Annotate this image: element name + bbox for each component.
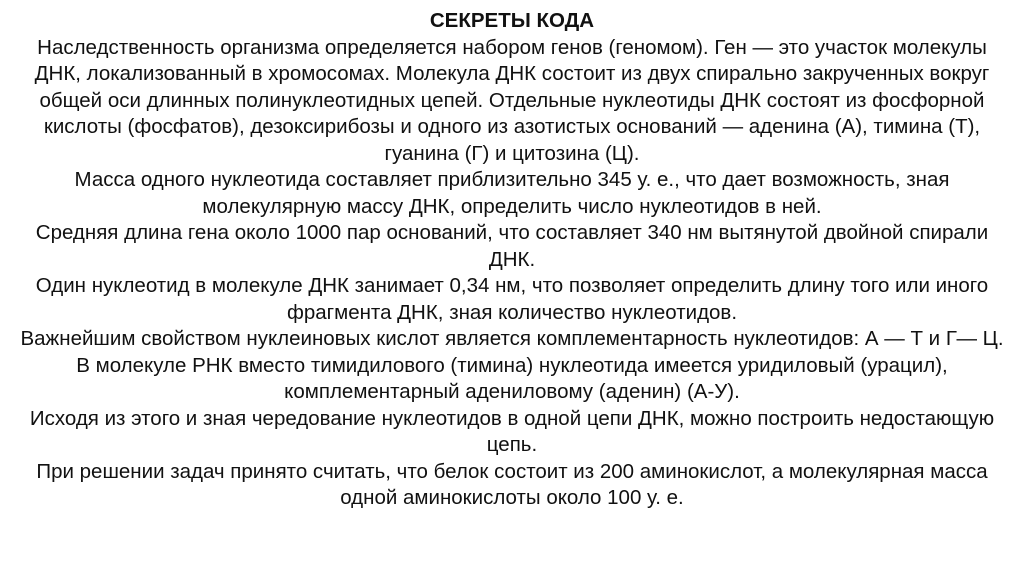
slide-title: СЕКРЕТЫ КОДА bbox=[429, 9, 595, 32]
paragraph-gene-length: Средняя длина гена около 1000 пар оснований, что составляет 340 нм вытянутой двойной спирали ДНК. bbox=[35, 221, 989, 271]
paragraph-nucleotide-mass: Масса одного нуклеотида составляет приблизительно 345 у. е., что дает возможность, зная молекулярную массу ДНК, определить число нуклеотидов в ней. bbox=[74, 168, 950, 218]
paragraph-complementarity: Важнейшим свойством нуклеиновых кислот является комплементарность нуклеотидов: А — Т и Г— Ц. В молекуле РНК вместо тимидилового (тимина) нуклеотида имеется уридиловый (урацил), комплементарный адениловому (аденин) (А-У). bbox=[20, 327, 1004, 403]
paragraph-build-chain: Исходя из этого и зная чередование нуклеотидов в одной цепи ДНК, можно построить недостающую цепь. bbox=[29, 406, 995, 456]
paragraph-heredity: Наследственность организма определяется набором генов (геномом). Ген — это участок молекулы ДНК, локализованный в хромосомах. Молекула ДНК состоит из двух спирально закрученных вокруг общей оси длинных полинуклеотидных цепей. Отдельные нуклеотиды ДНК состоят из фосфорной кислоты (фосфатов), дезоксирибозы и одного из азотистых оснований — аденина (А), тимина (Т), гуанина (Г) и цитозина (Ц). bbox=[34, 35, 990, 165]
paragraph-protein-note: При решении задач принято считать, что белок состоит из 200 аминокислот, а молекулярная масса одной аминокислоты около 100 у. е. bbox=[36, 459, 988, 509]
paragraph-nucleotide-length: Один нуклеотид в молекуле ДНК занимает 0,34 нм, что позволяет определить длину того или иного фрагмента ДНК, зная количество нуклеотидов. bbox=[35, 274, 989, 324]
slide-content bbox=[20, 8, 1004, 512]
